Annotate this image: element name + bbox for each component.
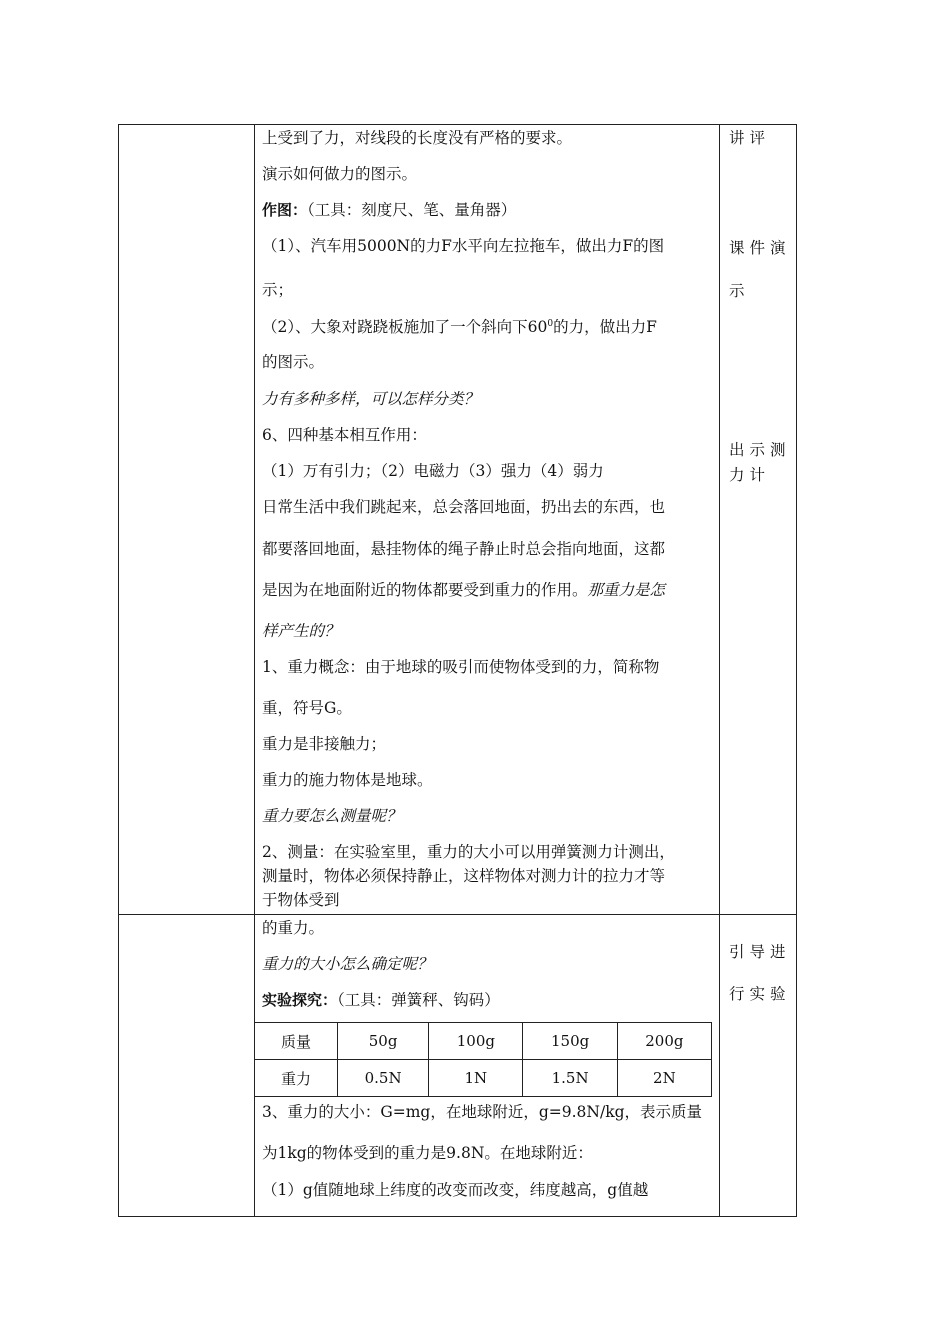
table-cell-left-row2	[118, 914, 255, 1217]
text-line: 为1kg的物体受到的重力是9.8N。在地球附近：	[262, 1144, 593, 1162]
text-line	[262, 314, 657, 337]
side-note: 行实验	[729, 985, 791, 1003]
text-line: 都要落回地面，悬挂物体的绳子静止时总会指向地面，这都	[262, 540, 666, 558]
drawing-tools: （工具：刻度尺、笔、量角器）	[307, 201, 517, 219]
question-text: 力有多种多样，可以怎样分类？	[262, 390, 480, 408]
table-cell: 0.5N	[338, 1060, 429, 1097]
drawing-label: 作图：	[262, 201, 308, 219]
table-cell: 50g	[338, 1023, 429, 1060]
text-line: 3、重力的大小：G=mg，在地球附近，g=9.8N/kg，表示质量	[262, 1103, 703, 1121]
table-cell: 200g	[617, 1023, 711, 1060]
table-cell: 重力	[255, 1060, 338, 1097]
side-note: 力计	[729, 466, 771, 484]
text-fragment: 的力，做出力F	[553, 318, 657, 337]
side-note: 引导进	[729, 943, 791, 961]
side-note: 讲评	[729, 129, 771, 147]
table-cell: 1N	[429, 1060, 523, 1097]
text-line: 于物体受到	[262, 891, 340, 909]
text-line: 日常生活中我们跳起来，总会落回地面，扔出去的东西，也	[262, 498, 666, 516]
text-line: 重力是非接触力；	[262, 735, 387, 753]
text-fragment: 是因为在地面附近的物体都要受到重力的作用。	[262, 581, 588, 599]
side-note: 出示测	[729, 441, 791, 459]
table-cell: 150g	[523, 1023, 617, 1060]
text-line: 重，符号G。	[262, 699, 352, 717]
experiment-tools: （工具：弹簧秤、钩码）	[337, 991, 500, 1009]
text-line: （1）g值随地球上纬度的改变而改变，纬度越高，g值越	[262, 1181, 649, 1199]
text-line: 演示如何做力的图示。	[262, 165, 418, 183]
table-cell: 1.5N	[523, 1060, 617, 1097]
drawing-heading	[262, 200, 516, 220]
table-cell: 100g	[429, 1023, 523, 1060]
text-line: 2、测量：在实验室里，重力的大小可以用弹簧测力计测出，	[262, 843, 675, 861]
experiment-heading	[262, 990, 500, 1010]
degree-superscript: 0	[547, 319, 554, 329]
table-cell: 质量	[255, 1023, 338, 1060]
text-line: 测量时，物体必须保持静止，这样物体对测力计的拉力才等	[262, 867, 666, 885]
side-note: 示	[729, 282, 750, 300]
table-row	[255, 1060, 712, 1097]
mass-weight-table	[254, 1022, 712, 1097]
side-note: 课件演	[729, 239, 791, 257]
text-line: 1、重力概念：由于地球的吸引而使物体受到的力，简称物	[262, 658, 660, 676]
question-text: 重力要怎么测量呢？	[262, 807, 402, 825]
text-fragment: （2）、大象对跷跷板施加了一个斜向下60	[262, 318, 548, 337]
text-line: 6、四种基本相互作用：	[262, 426, 427, 444]
text-line: 的图示。	[262, 353, 325, 371]
table-cell-left-row1	[118, 124, 255, 915]
text-line	[262, 580, 665, 600]
question-text: 那重力是怎	[587, 581, 666, 599]
text-line: 示；	[262, 281, 294, 299]
table-cell: 2N	[617, 1060, 711, 1097]
text-line: （1）万有引力；（2）电磁力（3）强力（4）弱力	[262, 462, 604, 480]
experiment-label: 实验探究：	[262, 991, 338, 1009]
table-row	[255, 1023, 712, 1060]
text-line: 上受到了力，对线段的长度没有严格的要求。	[262, 129, 573, 147]
text-line: （1）、汽车用5000N的力F水平向左拉拖车，做出力F的图	[262, 237, 665, 255]
question-text: 重力的大小怎么确定呢？	[262, 955, 433, 973]
question-text: 样产生的？	[262, 622, 340, 640]
text-line: 的重力。	[262, 919, 325, 937]
text-line: 重力的施力物体是地球。	[262, 771, 433, 789]
